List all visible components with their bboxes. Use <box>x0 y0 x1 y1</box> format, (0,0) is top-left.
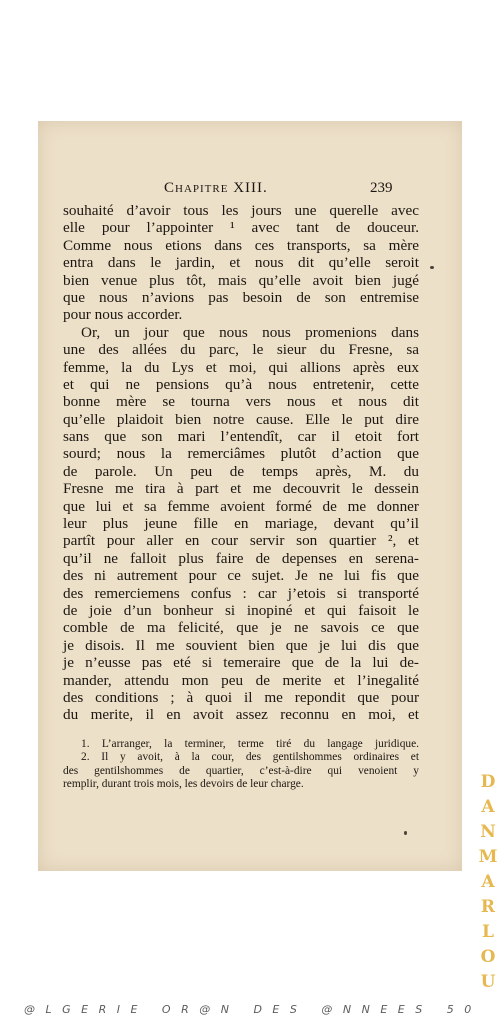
text-line: qu’elle plaidoit bien notre cause. Elle le put dire <box>63 410 419 428</box>
text-line: bien venue plus tôt, mais qu’elle avoit bien jugé <box>63 271 419 289</box>
footnote-line: 2. Il y avoit, à la cour, des gentilshommes ordinaires et <box>81 751 419 764</box>
text-line: pour nous accorder. <box>63 306 183 324</box>
paper-speck <box>404 831 407 835</box>
text-line: Or, un jour que nous nous promenions dans <box>81 323 419 341</box>
watermark-letter: N <box>480 822 496 842</box>
text-line: Fresne me tira à part et me decouvrit le dessein <box>63 480 419 498</box>
text-line: de joie d’un bonheur si inopiné et qui faisoit le <box>63 601 419 619</box>
text-line: des ni autrement pour ce sujet. Je ne lui fis que <box>63 567 419 585</box>
text-line: leur plus jeune fille en mariage, devant qu’il <box>63 515 419 533</box>
side-watermark <box>478 770 498 995</box>
chapter-title: Chapitre XIII. <box>164 180 268 196</box>
text-line: du merite, il en avoit assez reconnu en moi, et <box>63 706 419 724</box>
text-line: partît pour aller en cour servir son quartier ², et <box>63 532 419 550</box>
text-line: je n’eusse pas eté si temeraire que de la lui de- <box>63 654 419 672</box>
book-page <box>38 121 462 871</box>
footnote-line: remplir, durant trois mois, les devoirs de leur charge. <box>63 778 304 791</box>
body-text <box>63 202 419 724</box>
text-line: des remerciemens confus : car j’etois si transporté <box>63 584 419 602</box>
text-line: des conditions ; à quoi il me repondit que pour <box>63 688 419 706</box>
text-line: de parole. Un peu de temps après, M. du <box>63 462 419 480</box>
text-line: sourd; nous la remerciâmes plutôt d’action que <box>63 445 419 463</box>
watermark-letter: O <box>480 947 496 967</box>
text-line: et qui ne pensions qu’à nous entretenir, cette <box>63 375 419 393</box>
footnotes <box>63 738 419 792</box>
watermark-letter: R <box>480 897 496 917</box>
text-line: souhaité d’avoir tous les jours une querelle avec <box>63 202 419 219</box>
text-line: Comme nous etions dans ces transports, sa mère <box>63 236 419 254</box>
text-line: je disois. Il me souvient bien que je lui dis que <box>63 636 419 654</box>
footnote-line: des gentilshommes de quartier, c’est-à-dire qui venoient y <box>63 764 419 777</box>
text-line: mander, attendu mon peu de merite et l’inegalité <box>63 671 419 689</box>
footnote-line: 1. L’arranger, la terminer, terme tiré du langage juridique. <box>81 738 419 750</box>
text-line: qu’il ne falloit plus faire de depenses en serena- <box>63 549 419 567</box>
watermark-letter: A <box>481 797 495 817</box>
watermark-letter: L <box>482 922 494 942</box>
watermark-letter: M <box>478 847 498 867</box>
text-line: femme, la du Lys et moi, qui allions après eux <box>63 358 419 376</box>
page-header <box>38 180 462 200</box>
text-line: bonne mère se tourna vers nous et nous dit <box>63 393 419 411</box>
text-line: elle pour l’appointer ¹ avec tant de douceur. <box>63 219 419 237</box>
watermark-letter: U <box>480 972 496 992</box>
text-line: que nous n’avions pas besoin de son entremise <box>63 288 419 306</box>
text-line: entra dans le jardin, et nous dit qu’elle seroit <box>63 254 419 272</box>
text-line: comble de ma felicité, que je ne savois ce que <box>63 619 419 637</box>
text-line: que lui et sa femme avoient formé de me donner <box>63 497 419 515</box>
paper-speck <box>430 266 434 269</box>
footer-watermark: @LGERIE OR@N DES @NNEES 50 <box>24 1003 482 1016</box>
text-line: sans que son mari l’entendît, car il etoit fort <box>63 428 419 446</box>
watermark-letter: D <box>480 772 496 792</box>
text-line: une des allées du parc, le sieur du Fresne, sa <box>63 341 419 359</box>
watermark-letter: A <box>481 872 495 892</box>
page-number: 239 <box>370 180 393 196</box>
